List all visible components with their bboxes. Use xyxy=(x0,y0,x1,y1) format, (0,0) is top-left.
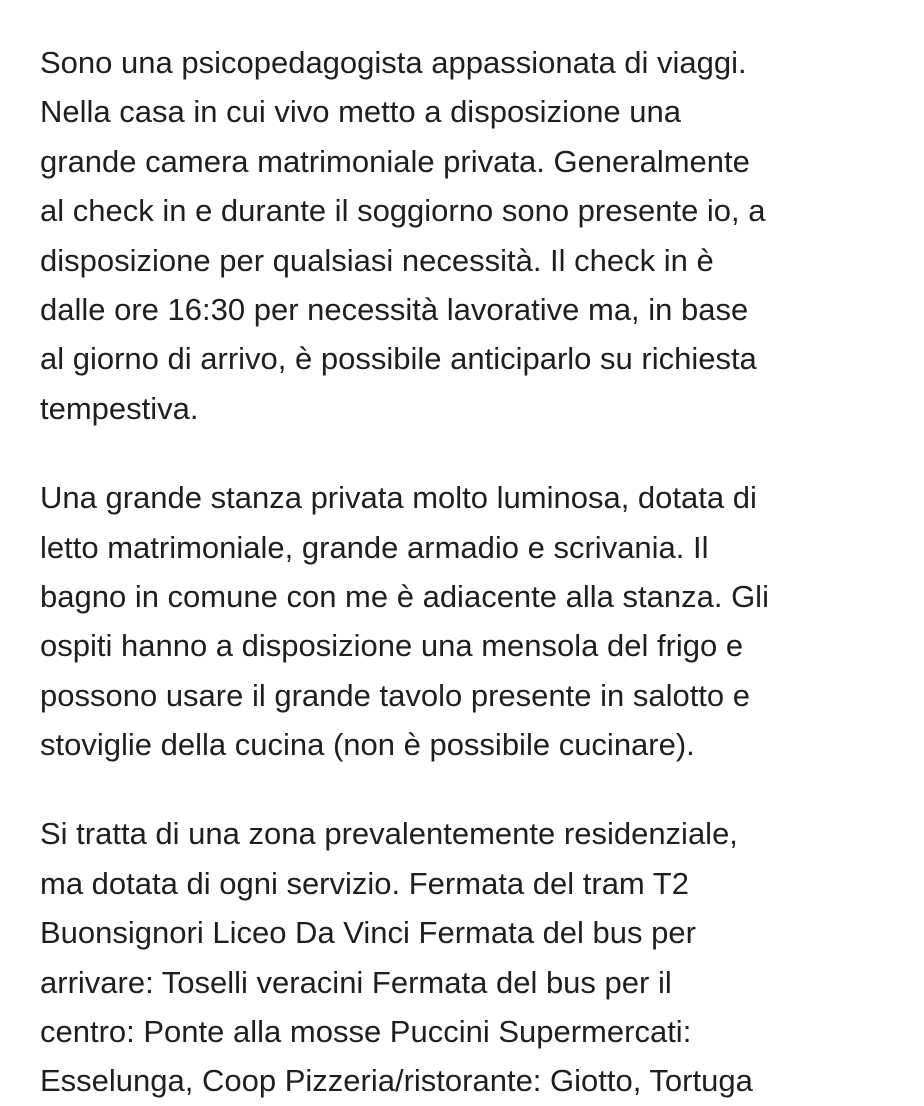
text-line: bagno in comune con me è adiacente alla stanza. Gli xyxy=(40,578,769,614)
listing-description xyxy=(40,38,900,1106)
text-line: stoviglie della cucina (non è possibile cucinare). xyxy=(40,727,695,763)
text-line: Esselunga, Coop Pizzeria/ristorante: Giotto, Tortuga xyxy=(40,1063,753,1099)
text-line: tempestiva. xyxy=(40,390,199,426)
text-line: Una grande stanza privata molto luminosa, dotata di xyxy=(40,480,757,516)
text-line: disposizione per qualsiasi necessità. Il check in è xyxy=(40,242,714,278)
text-line: al giorno di arrivo, è possibile anticiparlo su richiesta xyxy=(40,341,757,377)
text-line: arrivare: Toselli veracini Fermata del bus per il xyxy=(40,964,672,1000)
text-line: dalle ore 16:30 per necessità lavorative ma, in base xyxy=(40,291,749,327)
text-line: Si tratta di una zona prevalentemente residenziale, xyxy=(40,816,738,852)
text-line: ospiti hanno a disposizione una mensola del frigo e xyxy=(40,628,744,664)
text-line: possono usare il grande tavolo presente in salotto e xyxy=(40,677,751,713)
text-line: Buonsignori Liceo Da Vinci Fermata del bus per xyxy=(40,915,696,951)
text-line: al check in e durante il soggiorno sono presente io, a xyxy=(40,193,766,229)
text-line: grande camera matrimoniale privata. Generalmente xyxy=(40,143,750,179)
text-line: centro: Ponte alla mosse Puccini Supermercati: xyxy=(40,1014,692,1050)
text-line: ma dotata di ogni servizio. Fermata del tram T2 xyxy=(40,865,689,901)
text-line: letto matrimoniale, grande armadio e scrivania. Il xyxy=(40,529,709,565)
text-line: Nella casa in cui vivo metto a disposizione una xyxy=(40,94,682,130)
description-paragraph-neighborhood xyxy=(40,809,900,1105)
text-line: Sono una psicopedagogista appassionata di viaggi. xyxy=(40,45,747,80)
description-paragraph-room xyxy=(40,473,900,769)
description-paragraph-host xyxy=(40,38,900,433)
